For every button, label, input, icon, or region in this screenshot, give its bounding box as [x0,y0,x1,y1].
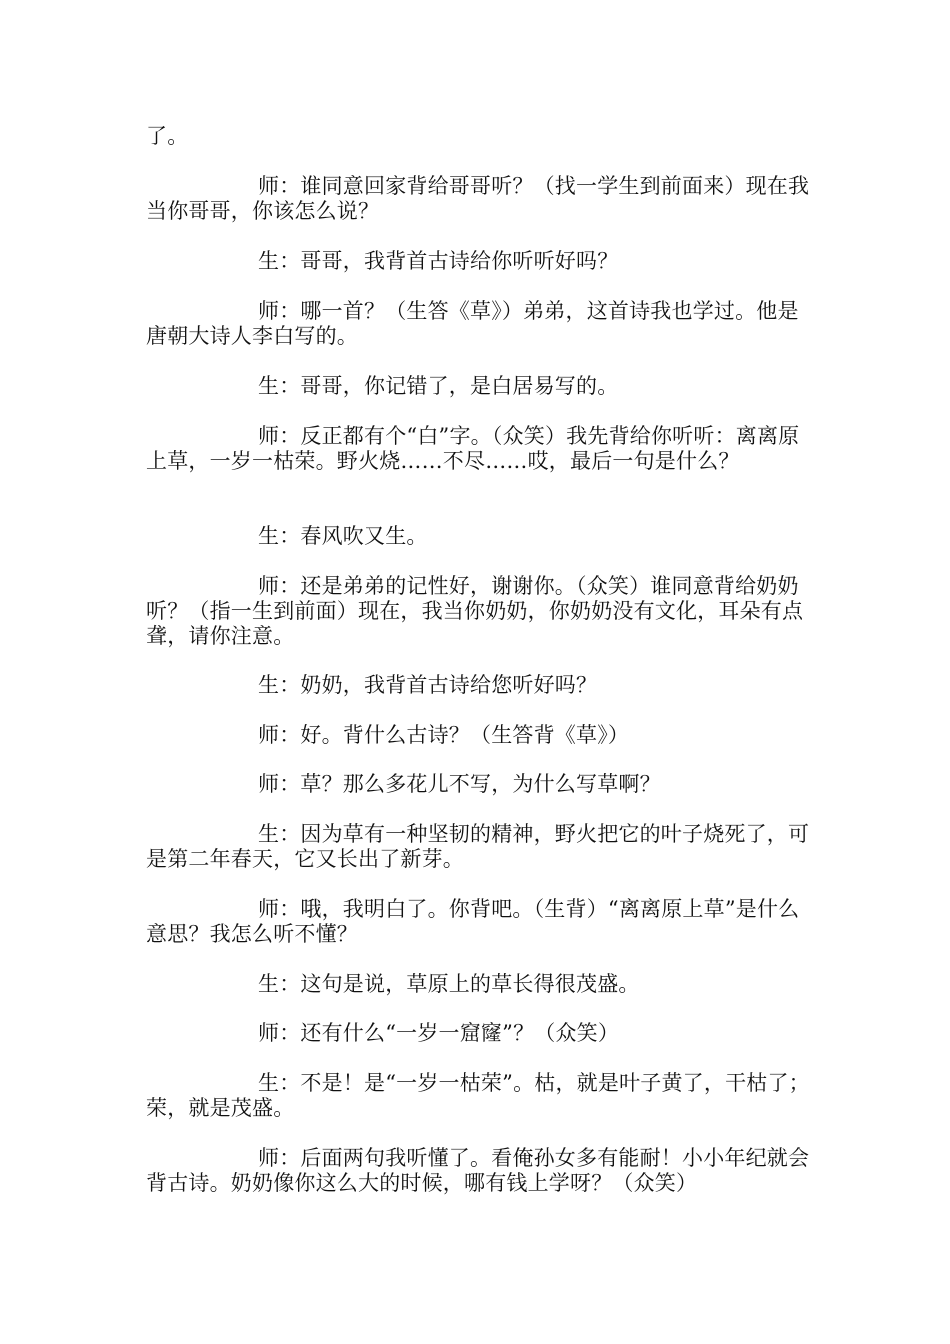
paragraph-teacher: 师：草？那么多花儿不写，为什么写草啊？ [258,772,661,796]
paragraph-teacher: 师：谁同意回家背给哥哥听？（找一学生到前面来）现在我当你哥哥，你该怎么说？ [146,174,810,223]
paragraph-student: 生：因为草有一种坚韧的精神，野火把它的叶子烧死了，可是第二年春天，它又长出了新芽。 [146,822,810,871]
paragraph-teacher: 师：还有什么“一岁一窟窿”？（众笑） [258,1021,620,1045]
paragraph-student: 生：哥哥，你记错了，是白居易写的。 [258,374,619,398]
paragraph-teacher: 师：哪一首？（生答《草》）弟弟，这首诗我也学过。他是唐朝大诗人李白写的。 [146,299,799,348]
paragraph-teacher: 师：还是弟弟的记性好，谢谢你。（众笑）谁同意背给奶奶听？（指一生到前面）现在，我当你奶奶，你奶奶没有文化，耳朵有点聋，请你注意。 [146,574,804,648]
paragraph-student: 生：春风吹又生。 [258,524,428,548]
paragraph-student: 生：不是！是“一岁一枯荣”。枯，就是叶子黄了，干枯了；荣，就是茂盛。 [146,1071,810,1120]
paragraph-continuation: 了。 [146,124,189,148]
paragraph-teacher: 师：反正都有个“白”字。（众笑）我先背给你听听：离离原上草，一岁一枯荣。野火烧……不尽……哎，最后一句是什么？ [146,424,800,473]
paragraph-teacher: 师：后面两句我听懂了。看俺孙女多有能耐！小小年纪就会背古诗。奶奶像你这么大的时候，哪有钱上学呀？（众笑） [146,1146,810,1195]
paragraph-student: 生：奶奶，我背首古诗给您听好吗？ [258,673,598,697]
paragraph-teacher: 师：哦，我明白了。你背吧。（生背）“离离原上草”是什么意思？我怎么听不懂？ [146,897,800,946]
paragraph-student: 生：这句是说，草原上的草长得很茂盛。 [258,972,640,996]
paragraph-student: 生：哥哥，我背首古诗给你听听好吗？ [258,249,619,273]
paragraph-teacher: 师：好。背什么古诗？（生答背《草》） [258,723,630,747]
